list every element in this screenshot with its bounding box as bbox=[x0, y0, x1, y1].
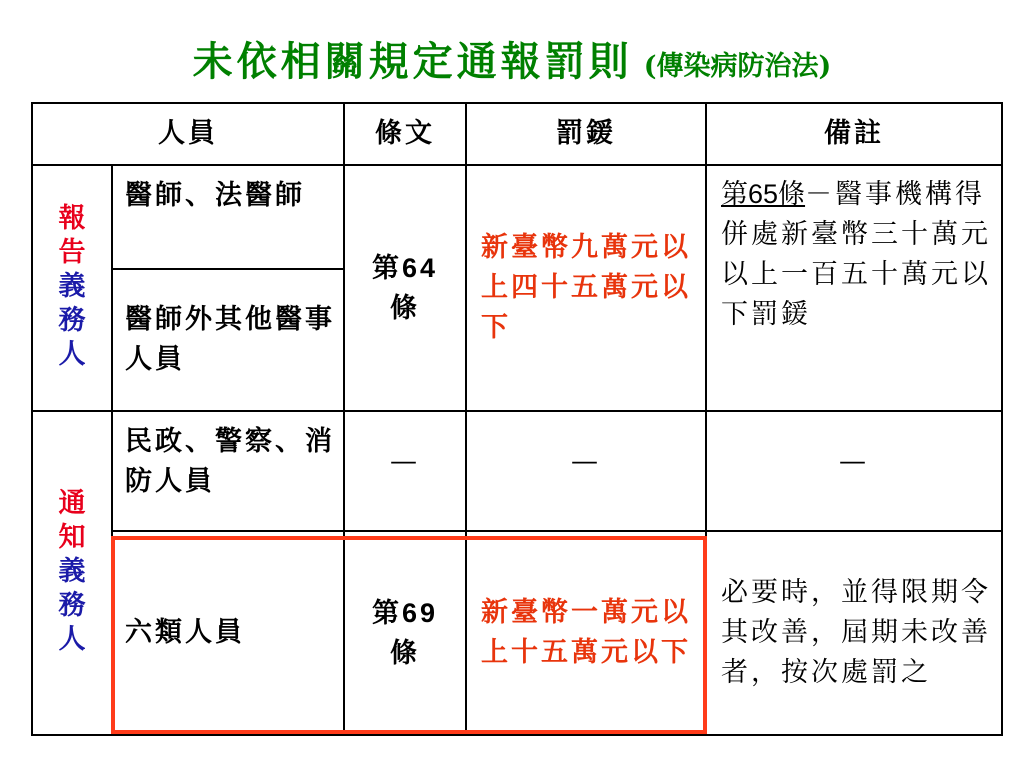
title-subtitle: (傳染病防治法) bbox=[643, 51, 832, 82]
remark-cell: 必要時，並得限期令其改善，屆期未改善者，按次處罰之 bbox=[706, 531, 1002, 735]
group-label-char: 通 bbox=[58, 487, 86, 519]
article-suffix: 條 bbox=[390, 637, 420, 669]
group-label-char: 人 bbox=[58, 623, 86, 655]
group-label-char: 人 bbox=[58, 338, 86, 370]
fine-cell: 新臺幣一萬元以上十五萬元以下 bbox=[466, 531, 706, 735]
group-label-char: 義 bbox=[58, 555, 86, 587]
title-main: 未依相關規定通報罰則 bbox=[192, 38, 633, 85]
group-label-char: 義 bbox=[58, 270, 86, 302]
remark-cell: — bbox=[706, 411, 1002, 531]
table-row bbox=[32, 531, 1002, 735]
header-row bbox=[32, 103, 1002, 165]
role-cell: 醫師外其他醫事人員 bbox=[112, 269, 344, 411]
article-number: 64 bbox=[401, 252, 439, 283]
remark-cell bbox=[706, 165, 1002, 411]
article-prefix: 第 bbox=[371, 252, 402, 284]
article-cell bbox=[344, 165, 466, 411]
header-personnel: 人員 bbox=[32, 103, 344, 165]
group-label-char: 務 bbox=[58, 589, 86, 621]
header-fine: 罰鍰 bbox=[466, 103, 706, 165]
fine-cell: — bbox=[466, 411, 706, 531]
table-row bbox=[32, 411, 1002, 531]
article-prefix: 第 bbox=[371, 597, 402, 629]
article-cell bbox=[344, 531, 466, 735]
group-label-notifying bbox=[32, 411, 112, 735]
group-label-char: 務 bbox=[58, 304, 86, 336]
remark-article-ref: 第65條 bbox=[721, 179, 806, 209]
remark-text: －醫事機構得併處新臺幣三十萬元以上一百五十萬元以下罰鍰 bbox=[721, 179, 991, 330]
penalty-table bbox=[31, 102, 1003, 736]
group-label-reporting bbox=[32, 165, 112, 411]
article-number: 69 bbox=[401, 597, 439, 628]
header-article: 條文 bbox=[344, 103, 466, 165]
group-label-char: 知 bbox=[58, 521, 86, 553]
group-label-char: 告 bbox=[58, 236, 86, 268]
article-suffix: 條 bbox=[390, 292, 420, 324]
role-cell: 民政、警察、消防人員 bbox=[112, 411, 344, 531]
table-row bbox=[32, 165, 1002, 269]
fine-cell: 新臺幣九萬元以上四十五萬元以下 bbox=[466, 165, 706, 411]
article-cell: — bbox=[344, 411, 466, 531]
role-cell: 醫師、法醫師 bbox=[112, 165, 344, 269]
role-cell: 六類人員 bbox=[112, 531, 344, 735]
slide-title bbox=[0, 30, 1024, 87]
header-remarks: 備註 bbox=[706, 103, 1002, 165]
group-label-char: 報 bbox=[58, 202, 86, 234]
